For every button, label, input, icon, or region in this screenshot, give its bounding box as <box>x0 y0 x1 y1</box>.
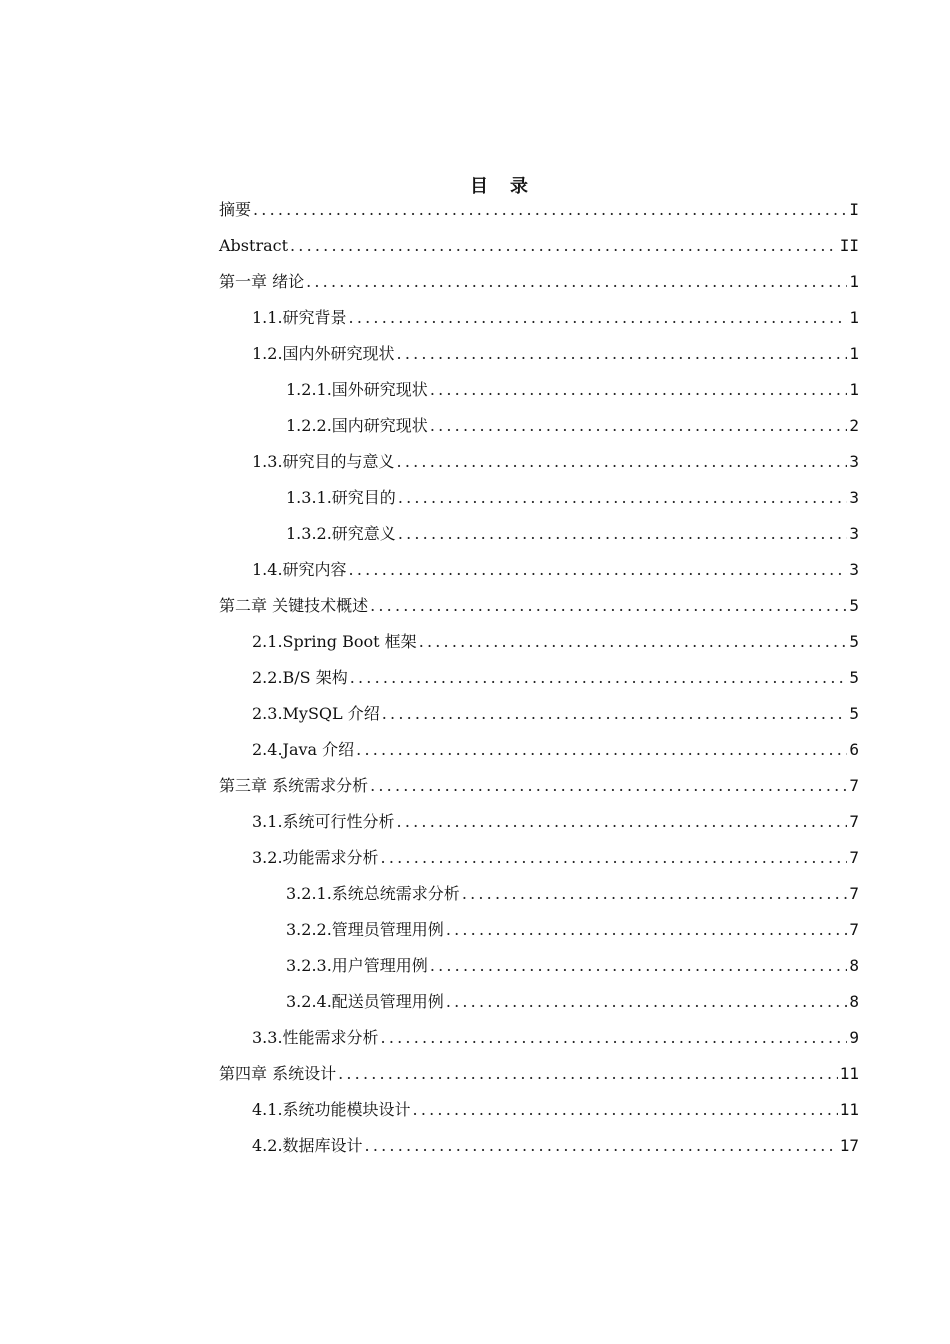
toc-entry-page: 11 <box>839 1100 859 1119</box>
toc-dot-leader <box>356 732 847 768</box>
toc-entry-label: 3.1.系统可行性分析 <box>252 812 395 831</box>
toc-entry-page: 1 <box>849 308 859 327</box>
toc-dot-leader <box>446 984 848 1020</box>
toc-dot-leader <box>349 552 848 588</box>
toc-entry[interactable] <box>219 300 859 336</box>
toc-entry[interactable] <box>219 804 859 840</box>
toc-entry-label: 1.1.研究背景 <box>252 308 347 327</box>
toc-entry[interactable] <box>219 732 859 768</box>
toc-entry-label: 2.1.Spring Boot 框架 <box>252 632 417 651</box>
toc-entry[interactable] <box>219 1056 859 1092</box>
toc-entry-page: 11 <box>839 1064 859 1083</box>
toc-dot-leader <box>306 264 847 300</box>
toc-dot-leader <box>398 480 848 516</box>
toc-entry-page: 8 <box>849 992 859 1011</box>
toc-dot-leader <box>381 1020 848 1056</box>
toc-entry-label: 1.2.国内外研究现状 <box>252 344 395 363</box>
toc-dot-leader <box>430 948 848 984</box>
toc-dot-leader <box>398 516 848 552</box>
toc-entry[interactable] <box>219 696 859 732</box>
toc-entry-page: 3 <box>849 452 859 471</box>
toc-entry[interactable] <box>219 984 859 1020</box>
toc-dot-leader <box>446 912 848 948</box>
toc-entry-label: 摘要 <box>219 200 252 219</box>
toc-entry[interactable] <box>219 192 859 228</box>
toc-entry-label: 第二章 关键技术概述 <box>219 596 369 615</box>
toc-entry[interactable] <box>219 876 859 912</box>
toc-entry[interactable] <box>219 912 859 948</box>
toc-entry-page: 7 <box>849 920 859 939</box>
toc-dot-leader <box>349 300 848 336</box>
toc-dot-leader <box>350 660 848 696</box>
toc-entry-label: 1.2.1.国外研究现状 <box>286 380 428 399</box>
toc-entry-page: 1 <box>849 272 859 291</box>
toc-dot-leader <box>338 1056 838 1092</box>
toc-entry-page: 3 <box>849 488 859 507</box>
toc-entry-label: 1.3.1.研究目的 <box>286 488 396 507</box>
toc-entry-page: 6 <box>849 740 859 759</box>
toc-list <box>219 192 859 1164</box>
toc-entry-label: 3.2.功能需求分析 <box>252 848 379 867</box>
toc-entry-label: 3.2.1.系统总统需求分析 <box>286 884 460 903</box>
toc-entry-page: 7 <box>849 884 859 903</box>
toc-dot-leader <box>290 228 838 264</box>
toc-entry-page: 5 <box>849 596 859 615</box>
toc-dot-leader <box>382 696 848 732</box>
toc-entry-label: 3.2.2.管理员管理用例 <box>286 920 444 939</box>
toc-entry-label: 第三章 系统需求分析 <box>219 776 369 795</box>
toc-entry-label: 3.2.3.用户管理用例 <box>286 956 428 975</box>
toc-entry[interactable] <box>219 768 859 804</box>
toc-entry-page: 5 <box>849 668 859 687</box>
toc-entry-page: 8 <box>849 956 859 975</box>
toc-entry[interactable] <box>219 372 859 408</box>
toc-entry-page: 1 <box>849 380 859 399</box>
toc-entry-label: 第一章 绪论 <box>219 272 305 291</box>
toc-entry[interactable] <box>219 228 859 264</box>
toc-entry-page: 1 <box>849 344 859 363</box>
toc-entry-label: 2.4.Java 介绍 <box>252 740 355 759</box>
toc-entry-label: 1.3.2.研究意义 <box>286 524 396 543</box>
toc-entry-label: 4.1.系统功能模块设计 <box>252 1100 411 1119</box>
toc-entry-page: 7 <box>849 848 859 867</box>
toc-dot-leader <box>419 624 848 660</box>
toc-entry-page: 3 <box>849 524 859 543</box>
toc-entry[interactable] <box>219 1020 859 1056</box>
toc-entry-label: 1.3.研究目的与意义 <box>252 452 395 471</box>
toc-entry-page: 17 <box>839 1136 859 1155</box>
toc-entry[interactable] <box>219 552 859 588</box>
toc-entry[interactable] <box>219 444 859 480</box>
toc-dot-leader <box>370 588 847 624</box>
toc-entry-label: 2.2.B/S 架构 <box>252 668 348 687</box>
toc-entry-label: 2.3.MySQL 介绍 <box>252 704 380 723</box>
toc-entry-label: 第四章 系统设计 <box>219 1064 337 1083</box>
toc-entry-page: 5 <box>849 632 859 651</box>
toc-dot-leader <box>462 876 848 912</box>
toc-entry-page: 5 <box>849 704 859 723</box>
toc-entry-label: 1.4.研究内容 <box>252 560 347 579</box>
toc-dot-leader <box>413 1092 838 1128</box>
toc-entry[interactable] <box>219 948 859 984</box>
toc-entry-label: 3.2.4.配送员管理用例 <box>286 992 444 1011</box>
toc-entry[interactable] <box>219 264 859 300</box>
toc-dot-leader <box>430 372 848 408</box>
toc-entry[interactable] <box>219 1128 859 1164</box>
toc-entry-label: 4.2.数据库设计 <box>252 1136 363 1155</box>
toc-entry-page: 7 <box>849 812 859 831</box>
toc-dot-leader <box>397 804 848 840</box>
toc-entry[interactable] <box>219 480 859 516</box>
toc-entry-page: 7 <box>849 776 859 795</box>
toc-entry[interactable] <box>219 336 859 372</box>
toc-entry-page: 9 <box>849 1028 859 1047</box>
toc-entry[interactable] <box>219 624 859 660</box>
toc-dot-leader <box>397 336 848 372</box>
toc-entry-page: 3 <box>849 560 859 579</box>
toc-entry-page: I <box>849 200 859 219</box>
toc-dot-leader <box>397 444 848 480</box>
toc-dot-leader <box>370 768 847 804</box>
toc-entry[interactable] <box>219 588 859 624</box>
toc-dot-leader <box>430 408 848 444</box>
toc-dot-leader <box>253 192 847 228</box>
toc-dot-leader <box>365 1128 838 1164</box>
toc-entry-label: 1.2.2.国内研究现状 <box>286 416 428 435</box>
toc-entry[interactable] <box>219 516 859 552</box>
toc-entry-page: II <box>839 236 859 255</box>
toc-entry[interactable] <box>219 840 859 876</box>
toc-dot-leader <box>381 840 848 876</box>
toc-entry-page: 2 <box>849 416 859 435</box>
toc-entry[interactable] <box>219 660 859 696</box>
toc-entry-label: 3.3.性能需求分析 <box>252 1028 379 1047</box>
toc-entry-label: Abstract <box>219 236 289 255</box>
toc-title: 目 录 <box>470 176 530 197</box>
toc-entry[interactable] <box>219 1092 859 1128</box>
toc-entry[interactable] <box>219 408 859 444</box>
